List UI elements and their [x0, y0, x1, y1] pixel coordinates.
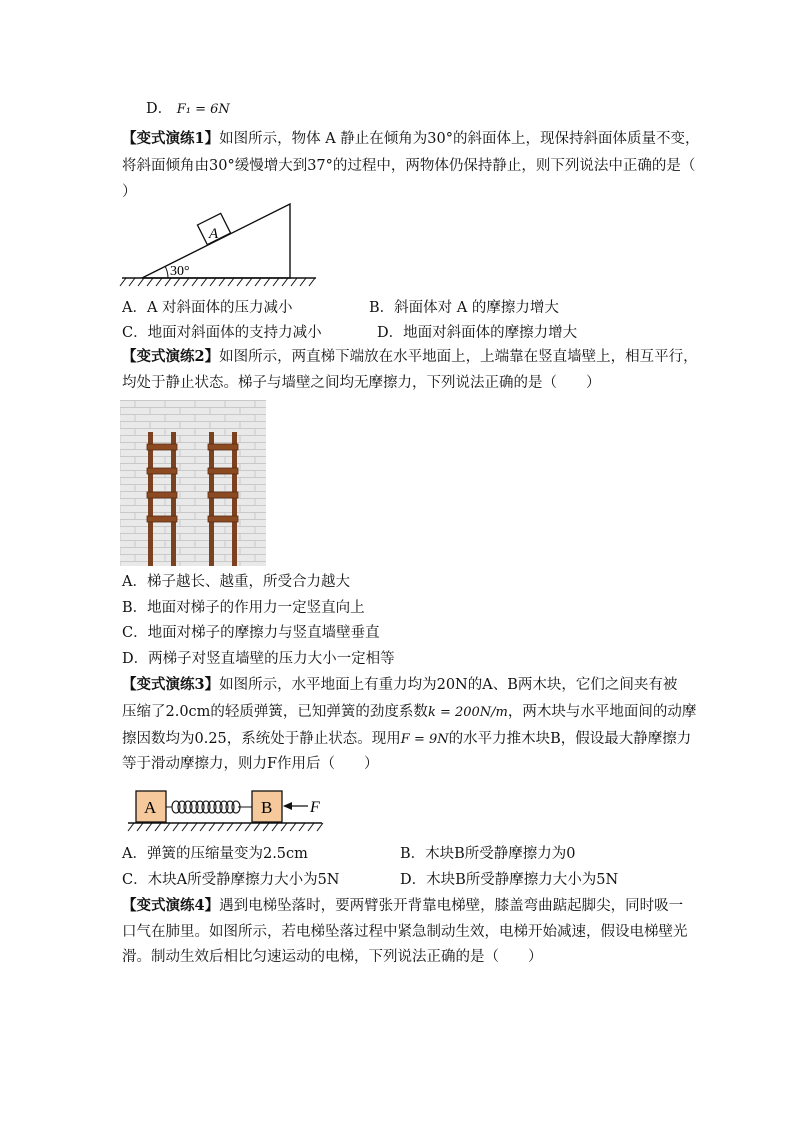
q1-line2: 将斜面倾角由30°缓慢增大到37°的过程中，两物体仍保持静止，则下列说法中正确的是（ [122, 158, 696, 174]
q3-line4: 等于滑动摩擦力，则力F作用后（ ） [122, 756, 379, 772]
q2-option-d: D．两梯子对竖直墙壁的压力大小一定相等 [122, 651, 395, 667]
q1-option-b: B．斜面体对 A 的摩擦力增大 [369, 300, 559, 316]
q1-option-d: D．地面对斜面体的摩擦力增大 [377, 325, 578, 341]
q3-text-3a: 擦因数均为0.25，系统处于静止状态。现用 [122, 731, 401, 747]
q4-tag: 【变式演练4】 [122, 897, 220, 914]
q3-option-c: C．木块A所受静摩擦力大小为5N [122, 872, 340, 888]
q1-option-c: C．地面对斜面体的支持力减小 [122, 325, 322, 341]
q2-option-b: B．地面对梯子的作用力一定竖直向上 [122, 600, 365, 616]
q3-tag: 【变式演练3】 [122, 676, 220, 693]
q1-line1 [122, 128, 699, 150]
block-b-label: B [261, 798, 273, 817]
q2-option-a: A．梯子越长、越重，所受合力越大 [122, 574, 350, 590]
block-a-label: A [209, 226, 219, 242]
q1-option-a: A．A 对斜面体的压力减小 [122, 300, 293, 316]
q4-text-1: 遇到电梯坠落时，要两臂张开背靠电梯壁，膝盖弯曲踮起脚尖，同时吸一 [219, 898, 684, 914]
q3-option-d: D．木块B所受静摩擦力大小为5N [400, 872, 619, 888]
q3-text-3b: 的水平力推木块B，假设最大静摩擦力 [448, 731, 692, 747]
q3-option-b: B．木块B所受静摩擦力为0 [400, 846, 576, 862]
q2-option-c: C．地面对梯子的摩擦力与竖直墙壁垂直 [122, 625, 380, 641]
spring-blocks-figure [126, 786, 326, 834]
q2-line1 [122, 346, 698, 368]
block-a-label: A [144, 798, 157, 817]
force-label: F [310, 799, 320, 816]
q2-text-1: 如图所示，两直梯下端放在水平地面上，上端靠在竖直墙壁上，相互平行， [219, 349, 698, 365]
q3-line3 [122, 728, 691, 751]
q3-option-a: A．弹簧的压缩量变为2.5cm [122, 846, 308, 862]
q3-text-2a: 压缩了2.0cm的轻质弹簧，已知弹簧的劲度系数 [122, 704, 428, 720]
q1-text-1: 如图所示，物体 A 静止在倾角为30°的斜面体上，现保持斜面体质量不变， [219, 131, 700, 147]
q1-tag: 【变式演练1】 [122, 130, 220, 147]
q4-line1 [122, 895, 683, 917]
q1-line3: ） [122, 184, 137, 200]
q4-line3: 滑。制动生效后相比匀速运动的电梯，下列说法正确的是（ ） [122, 949, 543, 965]
q3-line1 [122, 674, 677, 696]
q2-tag: 【变式演练2】 [122, 348, 220, 365]
q3-f-formula: F = 9N [400, 732, 449, 747]
q3-text-2b: ，两木块与水平地面间的动摩 [507, 704, 697, 720]
q3-text-1: 如图所示，水平地面上有重力均为20N的A、B两木块，它们之间夹有被 [219, 677, 678, 693]
q4-line2: 口气在肺里。如图所示，若电梯坠落过程中紧急制动生效，电梯开始减速，假设电梯壁光 [122, 924, 688, 940]
q2-line2: 均处于静止状态。梯子与墙壁之间均无摩擦力，下列说法正确的是（ ） [122, 375, 601, 391]
top-option-d [146, 98, 230, 121]
angle-label: 30° [170, 264, 190, 279]
option-formula: F₁ = 6N [176, 102, 230, 117]
q3-k-formula: k = 200N/m [427, 705, 508, 720]
incline-figure [118, 198, 328, 288]
ladders-wall-figure [120, 400, 266, 566]
option-letter: D． [146, 101, 173, 117]
q3-line2 [122, 701, 696, 724]
